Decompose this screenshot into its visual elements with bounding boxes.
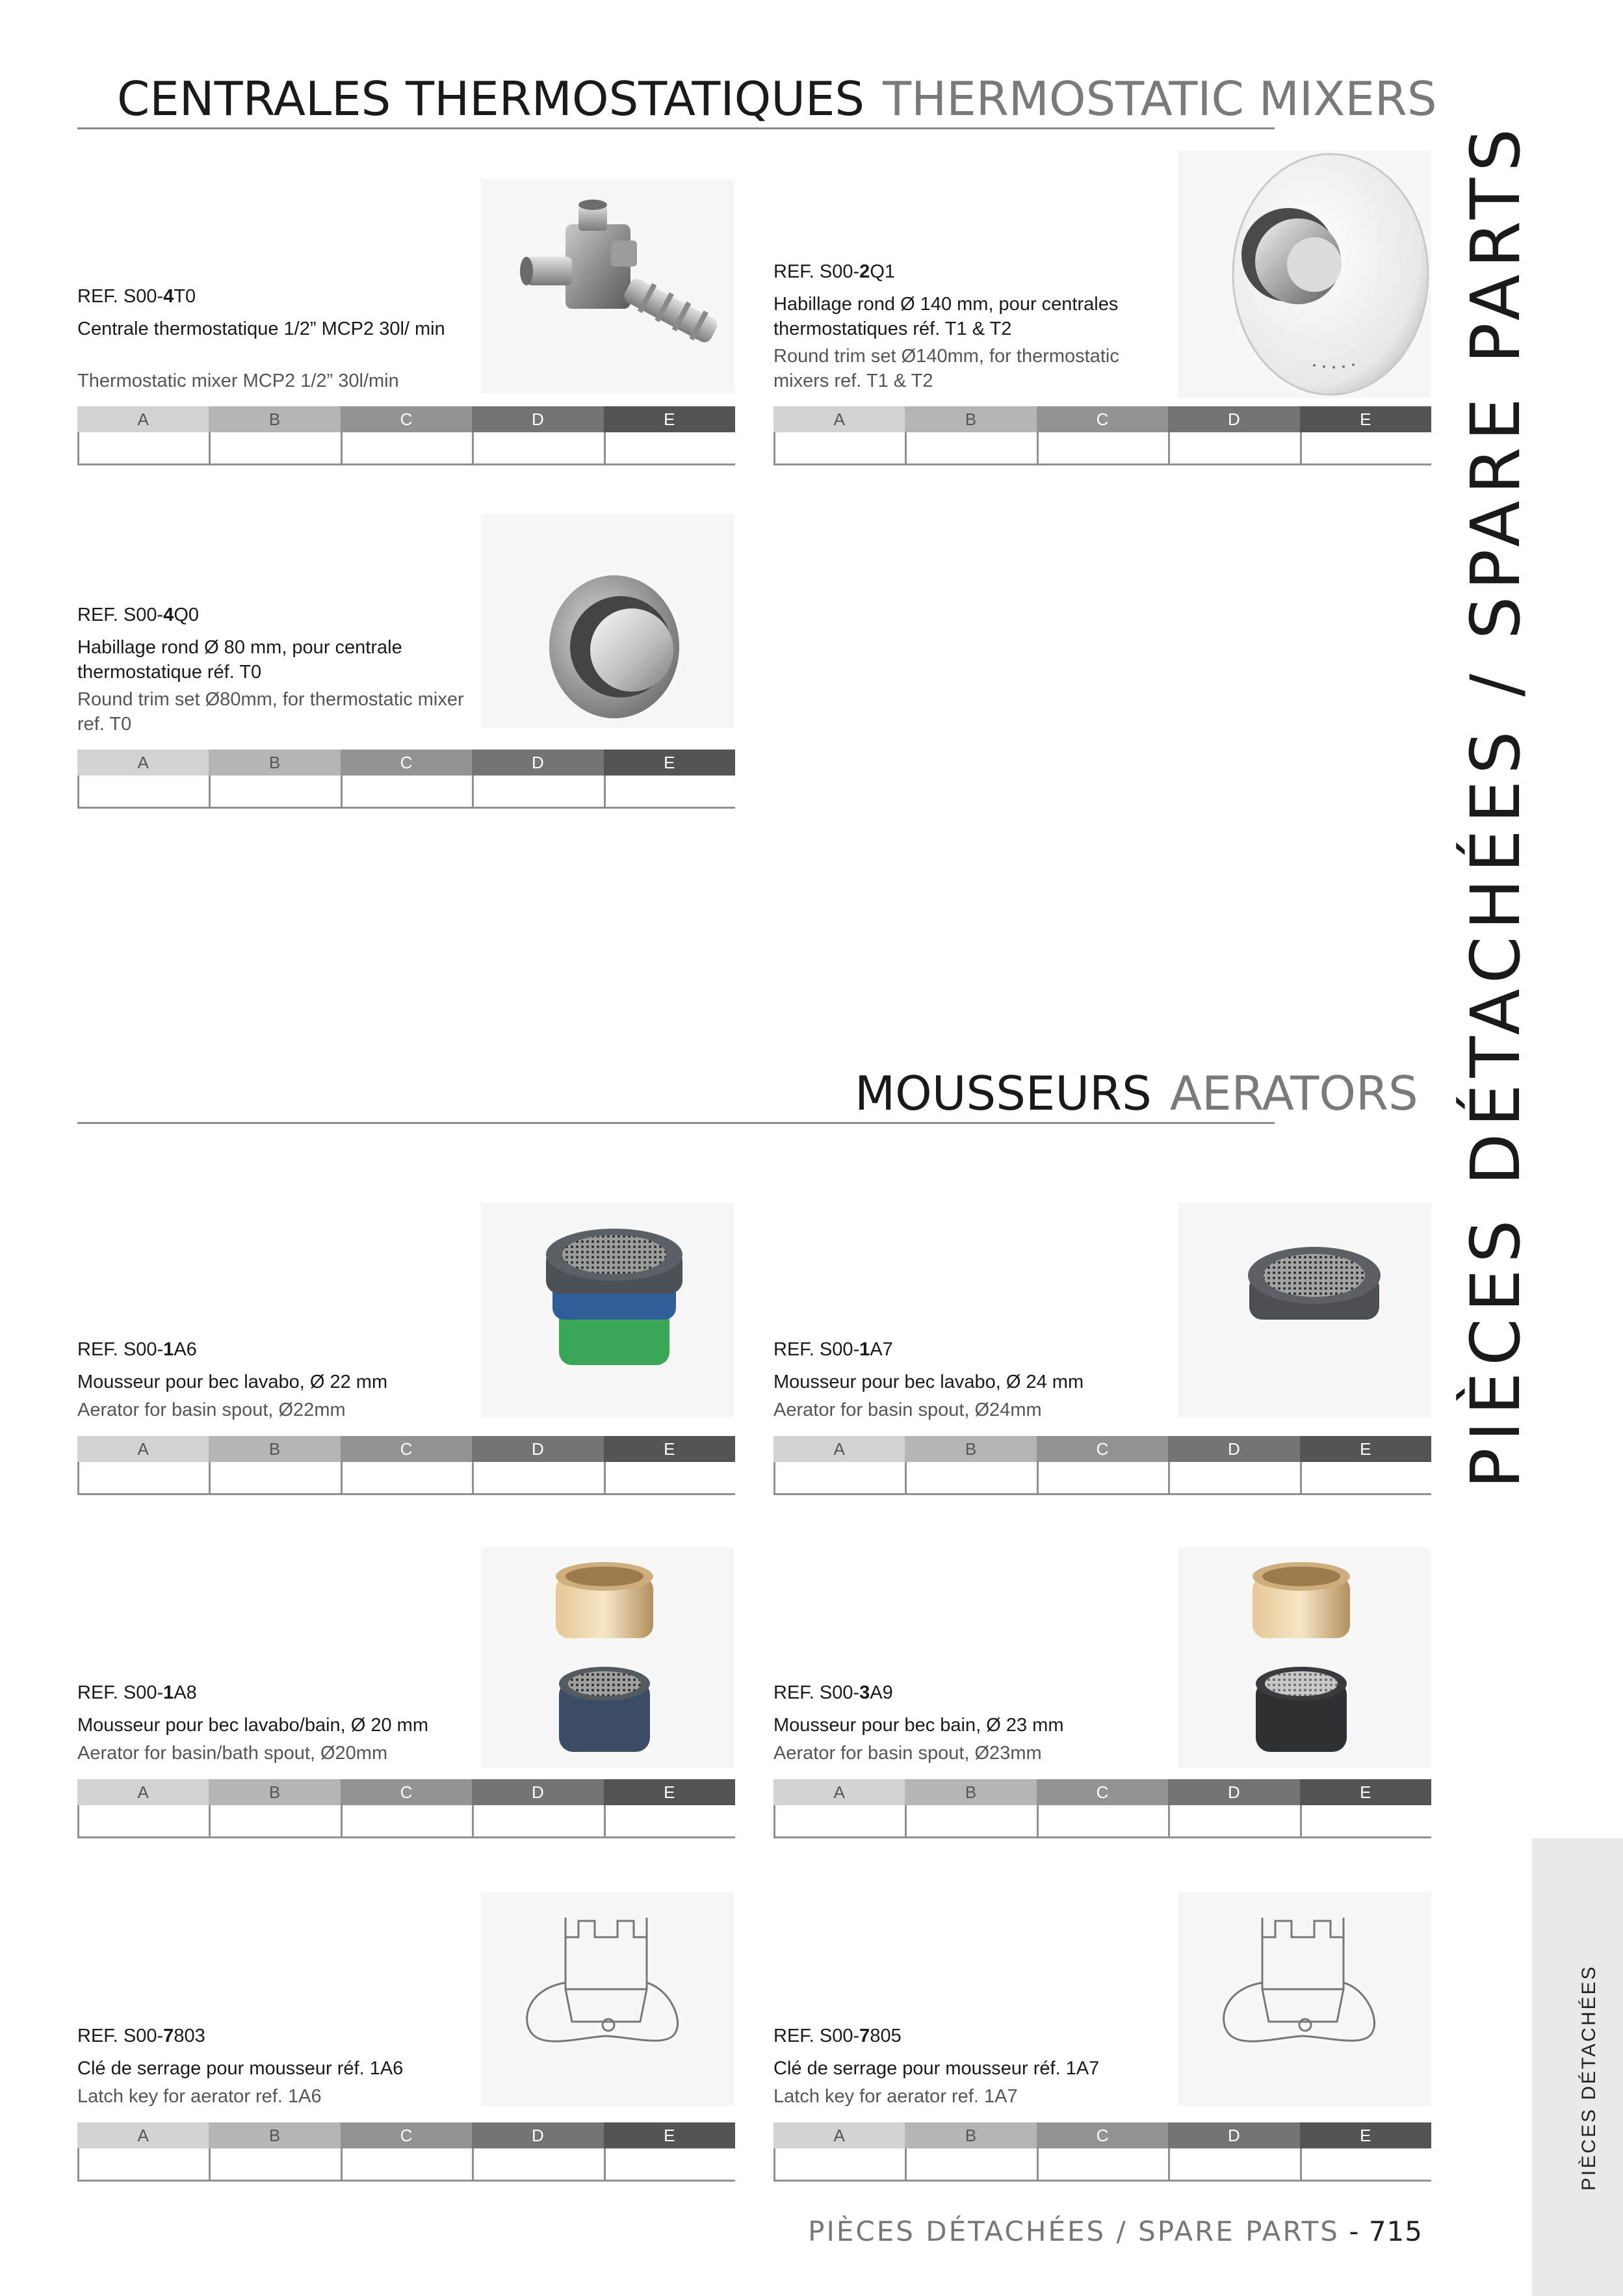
grade-header-a: A [773,1779,905,1805]
grade-cell-b[interactable] [211,1805,340,1836]
grade-cell-e[interactable] [606,1462,735,1493]
ref-code-bold: 1 [859,1339,870,1360]
grade-cell-a[interactable] [775,432,905,463]
grade-cell-b[interactable] [211,2148,340,2180]
section-tab[interactable] [1532,1838,1623,2296]
grade-header-c: C [1037,406,1168,432]
product-ref [773,1339,893,1361]
grade-header-d: D [1168,406,1299,432]
product-description-en: Thermostatic mixer MCP2 1/2” 30l/min [77,371,399,391]
grade-cell-c[interactable] [343,776,472,807]
product-description-fr: Mousseur pour bec bain, Ø 23 mm [773,1715,1064,1736]
page-number: 715 [1368,2215,1423,2247]
ref-code: 803 [174,2026,205,2046]
product-description-fr: Centrale thermostatique 1/2” MCP2 30l/ min [77,319,445,339]
grade-cell-b[interactable] [211,1462,340,1493]
ref-prefix: REF. S00- [77,605,164,625]
grade-cell-a[interactable] [775,1805,905,1836]
grade-header-a: A [77,750,209,776]
grade-table [773,1779,1431,1838]
grade-cell-b[interactable] [211,432,340,463]
ref-code: T0 [174,286,196,307]
grade-header-e: E [604,406,735,432]
grade-table [773,1436,1431,1495]
product-ref [77,1339,197,1361]
grade-cell-d[interactable] [1170,1805,1299,1836]
grade-cell-e[interactable] [1302,432,1431,463]
grade-header-a: A [773,1436,905,1462]
section-title-thermostatic [117,72,1437,126]
grade-header-c: C [341,406,472,432]
section-title-en: AERATORS [1169,1066,1418,1121]
product-description-fr: Mousseur pour bec lavabo, Ø 24 mm [773,1372,1084,1392]
grade-cell-c[interactable] [343,432,472,463]
product-description-en: Aerator for basin spout, Ø22mm [77,1400,346,1420]
grade-table [77,750,735,809]
grade-header-d: D [472,406,603,432]
grade-header-a: A [77,1436,209,1462]
ref-prefix: REF. S00- [773,2026,860,2046]
grade-cell-b[interactable] [907,2148,1036,2180]
grade-header-e: E [604,1779,735,1805]
product-image-round-trim-140 [1178,151,1431,398]
footer-label: PIÈCES DÉTACHÉES / SPARE PARTS [808,2215,1340,2247]
grade-cell-d[interactable] [474,432,603,463]
ref-prefix: REF. S00- [773,261,860,282]
grade-cell-c[interactable] [1039,2148,1168,2180]
grade-header-a: A [77,1779,209,1805]
grade-header-b: B [209,2122,340,2148]
grade-header-b: B [209,406,340,432]
product-ref [77,1682,197,1704]
grade-header-c: C [341,1779,472,1805]
grade-header-e: E [1300,2122,1431,2148]
section-title-en: THERMOSTATIC MIXERS [883,72,1437,126]
grade-header-d: D [1168,2122,1299,2148]
grade-header-e: E [1300,406,1431,432]
ref-code-bold: 1 [163,1339,174,1360]
grade-cell-a[interactable] [775,2148,905,2180]
product-description-en: Round trim set Ø80mm, for thermostatic mixer ref. T0 [77,689,464,735]
grade-table [77,1779,735,1838]
product-ref [77,605,199,626]
grade-header-c: C [341,1436,472,1462]
product-ref [773,1682,893,1704]
ref-code: 805 [870,2026,902,2046]
grade-cell-a[interactable] [79,2148,209,2180]
grade-header-d: D [472,1779,603,1805]
grade-cell-d[interactable] [474,1462,603,1493]
grade-header-e: E [604,1436,735,1462]
product-description-fr: Habillage rond Ø 140 mm, pour centrales thermostatiques réf. T1 & T2 [773,294,1119,339]
ref-code-bold: 3 [859,1682,870,1703]
section-title-fr: CENTRALES THERMOSTATIQUES [117,72,865,126]
ref-code: A7 [870,1339,893,1360]
ref-code-bold: 4 [163,605,174,625]
grade-header-b: B [209,1436,340,1462]
grade-cell-b[interactable] [211,776,340,807]
grade-cell-d[interactable] [474,1805,603,1836]
grade-header-d: D [472,1436,603,1462]
product-description-fr: Clé de serrage pour mousseur réf. 1A7 [773,2058,1100,2079]
grade-table [773,406,1431,465]
ref-code-bold: 4 [163,286,174,307]
product-description-fr: Mousseur pour bec lavabo/bain, Ø 20 mm [77,1715,428,1736]
grade-header-d: D [1168,1779,1299,1805]
grade-header-a: A [773,2122,905,2148]
grade-table [77,1436,735,1495]
grade-cell-e[interactable] [1302,1805,1431,1836]
grade-header-d: D [472,2122,603,2148]
ref-code-bold: 7 [163,2026,174,2046]
ref-code: A8 [174,1682,197,1703]
grade-header-c: C [1037,1779,1168,1805]
grade-cell-d[interactable] [474,2148,603,2180]
ref-prefix: REF. S00- [773,1339,860,1360]
ref-code: Q1 [870,261,895,282]
product-ref [77,286,196,307]
grade-table [77,2122,735,2182]
grade-header-c: C [341,750,472,776]
grade-cell-d[interactable] [474,776,603,807]
product-description-en: Aerator for basin/bath spout, Ø20mm [77,1743,388,1764]
grade-cell-e[interactable] [606,2148,735,2180]
grade-cell-e[interactable] [606,432,735,463]
product-ref [77,2026,205,2047]
footer-separator: - [1339,2215,1369,2247]
ref-prefix: REF. S00- [77,2026,164,2046]
grade-header-d: D [1168,1436,1299,1462]
grade-header-b: B [209,1779,340,1805]
product-description-en: Latch key for aerator ref. 1A6 [77,2086,322,2107]
grade-cell-c[interactable] [343,2148,472,2180]
grade-cell-d[interactable] [1170,432,1299,463]
product-description-fr: Habillage rond Ø 80 mm, pour centrale thermostatique réf. T0 [77,637,402,683]
grade-header-e: E [1300,1779,1431,1805]
product-description-en: Aerator for basin spout, Ø23mm [773,1743,1042,1764]
grade-header-c: C [1037,1436,1168,1462]
side-vertical-title: PIÈCES DÉTACHÉES / SPARE PARTS [1456,122,1535,1489]
grade-header-b: B [905,1436,1036,1462]
section-tab-label: PIÈCES DÉTACHÉES [1578,1964,1600,2191]
grade-cell-a[interactable] [79,1462,209,1493]
ref-code: A9 [870,1682,893,1703]
product-description-en: Aerator for basin spout, Ø24mm [773,1400,1042,1420]
ref-prefix: REF. S00- [77,1682,164,1703]
ref-code-bold: 2 [859,261,870,282]
grade-header-a: A [77,2122,209,2148]
grade-header-e: E [1300,1436,1431,1462]
grade-cell-c[interactable] [1039,1805,1168,1836]
product-image-round-trim-80 [481,514,734,728]
product-ref [773,261,895,283]
ref-prefix: REF. S00- [773,1682,860,1703]
grade-cell-a[interactable] [79,432,209,463]
grade-cell-e[interactable] [606,776,735,807]
grade-cell-b[interactable] [907,432,1036,463]
section-title-aerators [855,1066,1418,1121]
product-ref [773,2026,902,2047]
grade-cell-a[interactable] [775,1462,905,1493]
grade-table [77,406,735,465]
grade-cell-c[interactable] [1039,1462,1168,1493]
grade-header-b: B [209,750,340,776]
grade-cell-d[interactable] [1170,1462,1299,1493]
grade-header-a: A [773,406,905,432]
grade-cell-e[interactable] [1302,2148,1431,2180]
grade-header-c: C [1037,2122,1168,2148]
grade-header-e: E [604,750,735,776]
ref-code-bold: 7 [859,2026,870,2046]
ref-code-bold: 1 [163,1682,174,1703]
section-title-fr: MOUSSEURS [855,1066,1152,1121]
product-description-en: Latch key for aerator ref. 1A7 [773,2086,1018,2107]
grade-cell-b[interactable] [907,1462,1036,1493]
grade-header-b: B [905,2122,1036,2148]
grade-cell-a[interactable] [79,1805,209,1836]
section-rule [77,127,1275,129]
grade-cell-e[interactable] [606,1805,735,1836]
grade-header-b: B [905,1779,1036,1805]
grade-cell-c[interactable] [1039,432,1168,463]
grade-cell-d[interactable] [1170,2148,1299,2180]
grade-header-c: C [341,2122,472,2148]
product-description-en: Round trim set Ø140mm, for thermostatic mixers ref. T1 & T2 [773,346,1119,391]
ref-code: Q0 [174,605,199,625]
ref-prefix: REF. S00- [77,286,164,307]
grade-header-b: B [905,406,1036,432]
ref-prefix: REF. S00- [77,1339,164,1360]
section-rule [77,1122,1275,1124]
grade-header-e: E [604,2122,735,2148]
grade-header-d: D [472,750,603,776]
grade-cell-a[interactable] [79,776,209,807]
grade-cell-b[interactable] [907,1805,1036,1836]
grade-header-a: A [77,406,209,432]
grade-cell-e[interactable] [1302,1462,1431,1493]
ref-code: A6 [174,1339,197,1360]
grade-cell-c[interactable] [343,1805,472,1836]
product-description-fr: Mousseur pour bec lavabo, Ø 22 mm [77,1372,388,1392]
product-description-fr: Clé de serrage pour mousseur réf. 1A6 [77,2058,404,2079]
page-footer [808,2215,1423,2247]
product-image-thermostatic-mixer [481,179,734,393]
grade-table [773,2122,1431,2182]
grade-cell-c[interactable] [343,1462,472,1493]
